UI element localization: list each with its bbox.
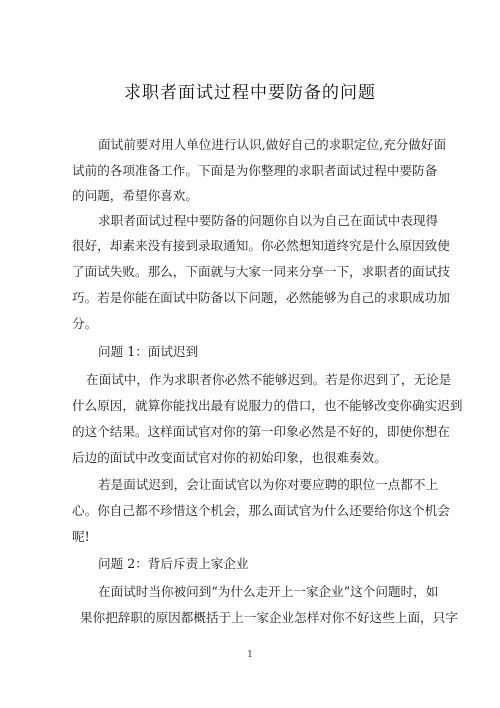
body-line: 在面试时当你被问到“为什么走开上一家企业”这个问题时，如 bbox=[98, 584, 439, 599]
body-line: 的这个结果。这样面试官对你的第一印象必然是不好的，即使你想在 bbox=[72, 424, 450, 439]
body-line: 巧。若是你能在面试中防备以下问题，必然能够为自己的求职成功加 bbox=[72, 290, 450, 305]
body-line: 果你把辞职的原因都概括于上一家企业怎样对你不好这些上面，只字 bbox=[80, 610, 458, 625]
section-heading: 问题 1：面试迟到 bbox=[98, 344, 199, 359]
body-line: 面试前要对用人单位进行认识,做好自己的求职定位,充分做好面 bbox=[98, 137, 447, 152]
body-line: 心。你自己都不珍惜这个机会，那么面试官为什么还要给你这个机会 bbox=[72, 503, 450, 518]
section-heading: 问题 2：背后斥责上家企业 bbox=[98, 556, 249, 571]
page-number: 1 bbox=[247, 650, 253, 660]
document-title: 求职者面试过程中要防备的问题 bbox=[124, 83, 376, 103]
body-line: 的问题，希望你喜欢。 bbox=[72, 188, 198, 203]
body-line: 了面试失败。那么，下面就与大家一同来分享一下，求职者的面试技 bbox=[72, 264, 450, 279]
body-line: 什么原因，就算你能找出最有说服力的借口，也不能够改变你确实迟到 bbox=[72, 398, 463, 413]
body-line: 在面试中，作为求职者你必然不能够迟到。若是你迟到了，无论是 bbox=[86, 372, 452, 387]
body-line: 若是面试迟到，会让面试官以为你对要应聘的职位一点都不上 bbox=[98, 477, 439, 492]
body-line: 呢! bbox=[72, 529, 90, 544]
body-line: 试前的各项准备工作。下面是为你整理的求职者面试过程中要防备 bbox=[72, 163, 438, 178]
body-line: 分。 bbox=[72, 316, 98, 331]
body-line: 很好，却素来没有接到录取通知。你必然想知道终究是什么原因致使 bbox=[72, 238, 450, 253]
body-line: 后边的面试中改变面试官对你的初始印象，也很难奏效。 bbox=[72, 450, 387, 465]
body-line: 求职者面试过程中要防备的问题你自以为自己在面试中表现得 bbox=[98, 213, 439, 228]
